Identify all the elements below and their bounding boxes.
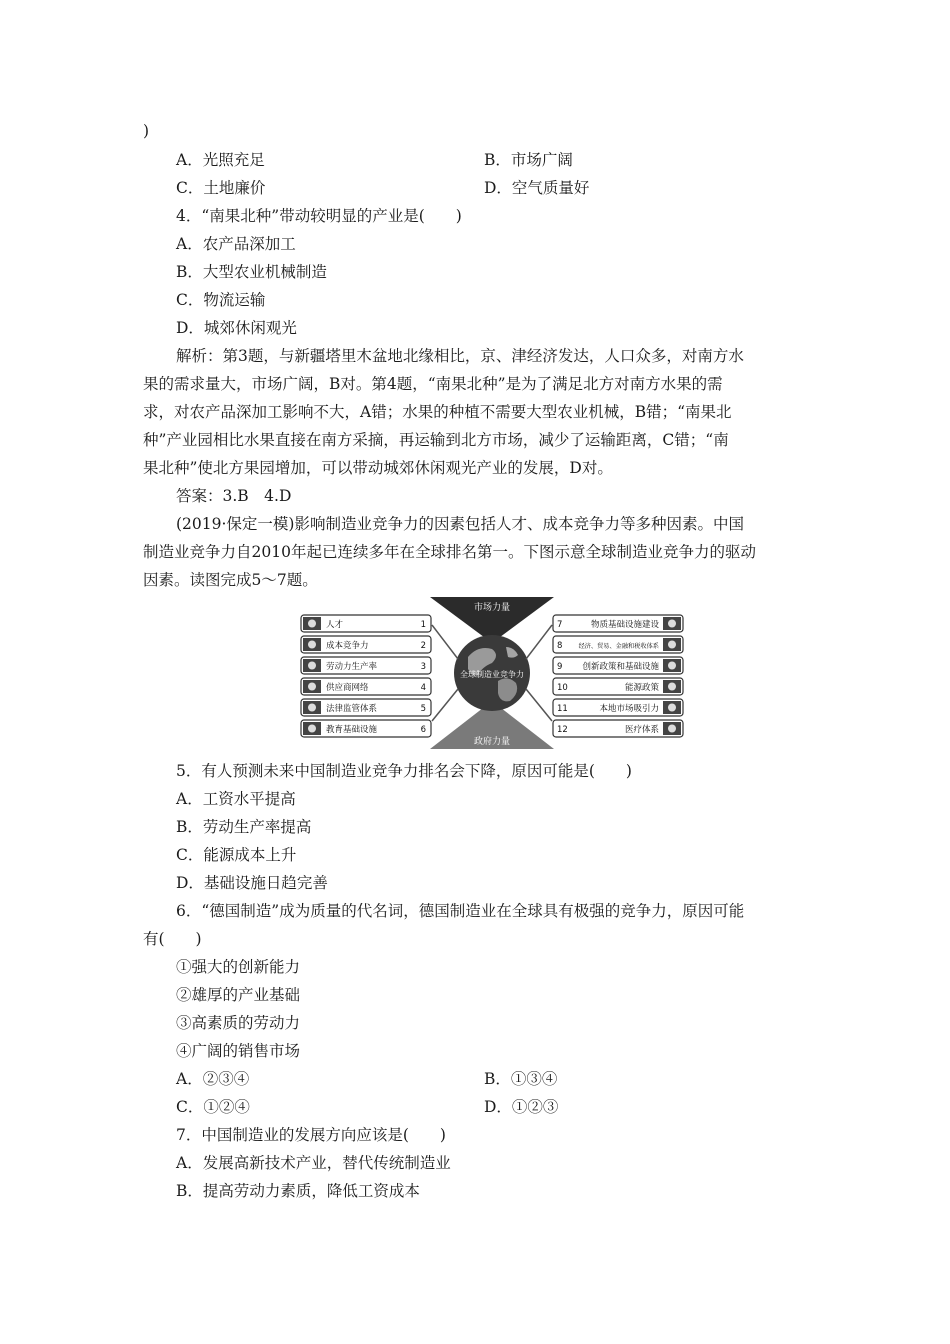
right-item-label: 物质基础设施建设	[590, 620, 659, 630]
right-item-label: 医疗体系	[624, 725, 659, 735]
left-item-label: 法律监管体系	[326, 704, 378, 714]
left-item-label: 人才	[326, 620, 344, 630]
right-item-number: 9	[557, 662, 563, 672]
q6-option-d: D．①②③	[484, 1098, 559, 1116]
right-item-label: 本地市场吸引力	[599, 704, 659, 714]
left-item-number: 4	[420, 683, 426, 693]
q6-stem-line-1: 6．“德国制造”成为质量的代名词，德国制造业在全球具有极强的竞争力，原因可能	[176, 902, 745, 920]
q5-option-d: D．基础设施日趋完善	[176, 874, 328, 892]
right-items	[553, 615, 683, 737]
left-item-label: 劳动力生产率	[326, 662, 378, 672]
right-item-number: 8	[557, 641, 563, 651]
q5-stem: 5．有人预测未来中国制造业竞争力排名会下降，原因可能是( )	[176, 762, 632, 780]
q7-option-b: B．提高劳动力素质，降低工资成本	[176, 1182, 420, 1200]
q5-option-b: B．劳动生产率提高	[176, 818, 312, 836]
q4-option-a: A．农产品深加工	[176, 235, 296, 253]
q6-option-a: A．②③④	[176, 1070, 250, 1088]
q6-stem-line-2: 有( )	[143, 930, 202, 948]
q4-option-c: C．物流运输	[176, 291, 266, 309]
center-label: 全球制造业竞争力	[460, 670, 524, 679]
stethoscope-icon-glyph	[668, 725, 676, 733]
right-item-number: 7	[557, 620, 563, 630]
q4-option-b: B．大型农业机械制造	[176, 263, 327, 281]
left-item-number: 5	[420, 704, 426, 714]
analysis-line-4: 种”产业园相比水果直接在南方采摘，再运输到北方市场，减少了运输距离，C错；“南	[143, 431, 729, 449]
book-icon-glyph	[308, 725, 316, 733]
gavel-icon-glyph	[308, 704, 316, 712]
left-items	[301, 615, 431, 737]
left-item-6	[301, 720, 431, 737]
q3-option-d: D．空气质量好	[484, 179, 590, 197]
right-item-label: 创新政策和基础设施	[582, 662, 659, 672]
analysis-line-1: 解析：第3题，与新疆塔里木盆地北缘相比，京、津经济发达，人口众多，对南方水	[176, 347, 744, 365]
left-connector-top	[432, 625, 458, 659]
q3-option-c: C．土地廉价	[176, 179, 266, 197]
bottom-label: 政府力量	[473, 737, 511, 747]
top-label: 市场力量	[473, 603, 511, 613]
q4-stem: 4．“南果北种”带动较明显的产业是( )	[176, 207, 462, 225]
network-icon-glyph	[308, 683, 316, 691]
right-item-number: 10	[557, 683, 568, 693]
left-item-3	[301, 657, 431, 674]
right-item-9	[553, 657, 683, 674]
right-connector-bottom	[526, 689, 552, 721]
left-connector-bottom	[432, 689, 458, 721]
right-connector-top	[526, 625, 552, 659]
right-item-12	[553, 720, 683, 737]
q6-statement-3: ③高素质的劳动力	[176, 1014, 301, 1032]
analysis-line-3: 求，对农产品深加工影响不大，A错；水果的种植不需要大型农业机械，B错；“南果北	[143, 403, 732, 421]
left-item-5	[301, 699, 431, 716]
left-item-label: 成本竞争力	[326, 641, 369, 651]
right-item-11	[553, 699, 683, 716]
q6-statement-1: ①强大的创新能力	[176, 958, 301, 976]
right-item-number: 11	[557, 704, 568, 714]
bulb-icon-glyph	[668, 662, 676, 670]
tower-icon-glyph	[668, 683, 676, 691]
building-icon-glyph	[668, 620, 676, 628]
left-item-number: 2	[420, 641, 426, 651]
left-item-2	[301, 636, 431, 653]
q6-option-b: B．①③④	[484, 1070, 558, 1088]
calculator-icon-glyph	[308, 641, 316, 649]
workers-icon-glyph	[308, 662, 316, 670]
q3-stem-tail: )	[143, 122, 150, 140]
right-item-7	[553, 615, 683, 632]
competitiveness-drivers-figure	[298, 597, 686, 749]
q7-stem: 7．中国制造业的发展方向应该是( )	[176, 1126, 446, 1144]
analysis-line-5: 果北种”使北方果园增加，可以带动城郊休闲观光产业的发展，D对。	[143, 459, 613, 477]
right-item-number: 12	[557, 725, 568, 735]
answer-line: 答案：3.B 4.D	[176, 487, 292, 505]
left-item-4	[301, 678, 431, 695]
left-item-number: 3	[420, 662, 426, 672]
q4-option-d: D．城郊休闲观光	[176, 319, 297, 337]
crown-icon-glyph	[668, 704, 676, 712]
q6-statement-4: ④广阔的销售市场	[176, 1042, 301, 1060]
analysis-line-2: 果的需求量大，市场广阔，B对。第4题，“南果北种”是为了满足北方对南方水果的需	[143, 375, 723, 393]
q6-statement-2: ②雄厚的产业基础	[176, 986, 301, 1004]
q3-option-b: B．市场广阔	[484, 151, 573, 169]
q6-option-c: C．①②④	[176, 1098, 250, 1116]
intro-line-2: 制造业竞争力自2010年起已连续多年在全球排名第一。下图示意全球制造业竞争力的驱动	[143, 543, 756, 561]
right-item-label: 经济、贸易、金融和税收体系	[578, 643, 659, 650]
left-item-1	[301, 615, 431, 632]
chart-icon-glyph	[668, 641, 676, 649]
right-item-10	[553, 678, 683, 695]
intro-line-1: (2019·保定一模)影响制造业竞争力的因素包括人才、成本竞争力等多种因素。中国	[176, 515, 744, 533]
right-item-8	[553, 636, 683, 653]
left-item-label: 供应商网络	[326, 683, 369, 693]
figure-svg	[298, 597, 686, 749]
left-item-label: 教育基础设施	[326, 725, 378, 735]
left-item-number: 1	[420, 620, 426, 630]
person-icon-glyph	[308, 620, 316, 628]
q7-option-a: A．发展高新技术产业，替代传统制造业	[176, 1154, 451, 1172]
intro-line-3: 因素。读图完成5～7题。	[143, 571, 318, 589]
right-item-label: 能源政策	[624, 683, 659, 693]
q5-option-a: A．工资水平提高	[176, 790, 296, 808]
q3-option-a: A．光照充足	[176, 151, 265, 169]
q5-option-c: C．能源成本上升	[176, 846, 297, 864]
left-item-number: 6	[420, 725, 426, 735]
